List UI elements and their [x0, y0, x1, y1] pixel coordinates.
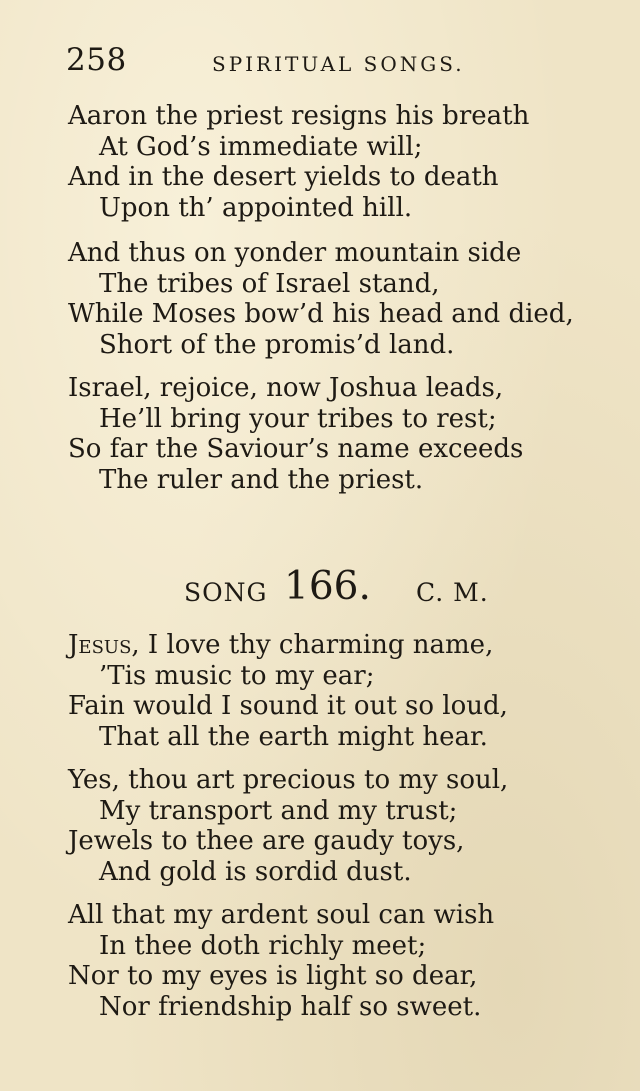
song-number: 166.	[284, 564, 371, 609]
verse-line: While Moses bow’d his head and died,	[68, 299, 574, 329]
stanza-2	[68, 238, 574, 360]
page-number: 258	[66, 42, 127, 78]
verse-line: Aaron the priest resigns his breath	[68, 101, 530, 131]
page-header	[66, 42, 486, 82]
verse-line: My transport and my trust;	[99, 795, 458, 826]
song-meter: C. M.	[416, 578, 489, 607]
song-stanza-2	[68, 765, 508, 887]
verse-line: Upon th’ appointed hill.	[99, 192, 413, 223]
verse-line: The tribes of Israel stand,	[99, 268, 440, 299]
running-title: SPIRITUAL SONGS.	[212, 52, 465, 76]
verse-line	[68, 630, 508, 661]
verse-line: ’Tis music to my ear;	[99, 660, 375, 691]
verse-line: So far the Saviour’s name exceeds	[68, 434, 524, 464]
verse-line: Fain would I sound it out so loud,	[68, 691, 508, 721]
verse-line: Short of the promis’d land.	[99, 329, 455, 360]
verse-line: And thus on yonder mountain side	[68, 238, 522, 268]
verse-line: Yes, thou art precious to my soul,	[68, 765, 509, 795]
verse-line: Nor friendship half so sweet.	[99, 991, 482, 1022]
verse-line: Israel, rejoice, now Joshua leads,	[68, 373, 504, 403]
verse-line: Jewels to thee are gaudy toys,	[68, 826, 465, 856]
verse-line: And gold is sordid dust.	[99, 856, 412, 887]
verse-line: That all the earth might hear.	[99, 721, 488, 752]
song-label: SONG	[184, 578, 268, 607]
verse-line: And in the desert yields to death	[68, 162, 499, 192]
verse-line: He’ll bring your tribes to rest;	[99, 403, 497, 434]
verse-line: Nor to my eyes is light so dear,	[68, 961, 478, 991]
song-stanza-1	[68, 630, 508, 752]
verse-line: At God’s immediate will;	[99, 131, 423, 162]
song-heading	[184, 560, 504, 616]
stanza-1	[68, 101, 529, 223]
song-stanza-3	[68, 900, 494, 1022]
verse-line: All that my ardent soul can wish	[68, 900, 495, 930]
verse-line: In thee doth richly meet;	[99, 930, 427, 961]
stanza-3	[68, 373, 523, 495]
verse-line: The ruler and the priest.	[99, 464, 424, 495]
first-word: Jesus	[68, 630, 132, 660]
verse-line-rest: , I love thy charming name,	[131, 630, 494, 660]
